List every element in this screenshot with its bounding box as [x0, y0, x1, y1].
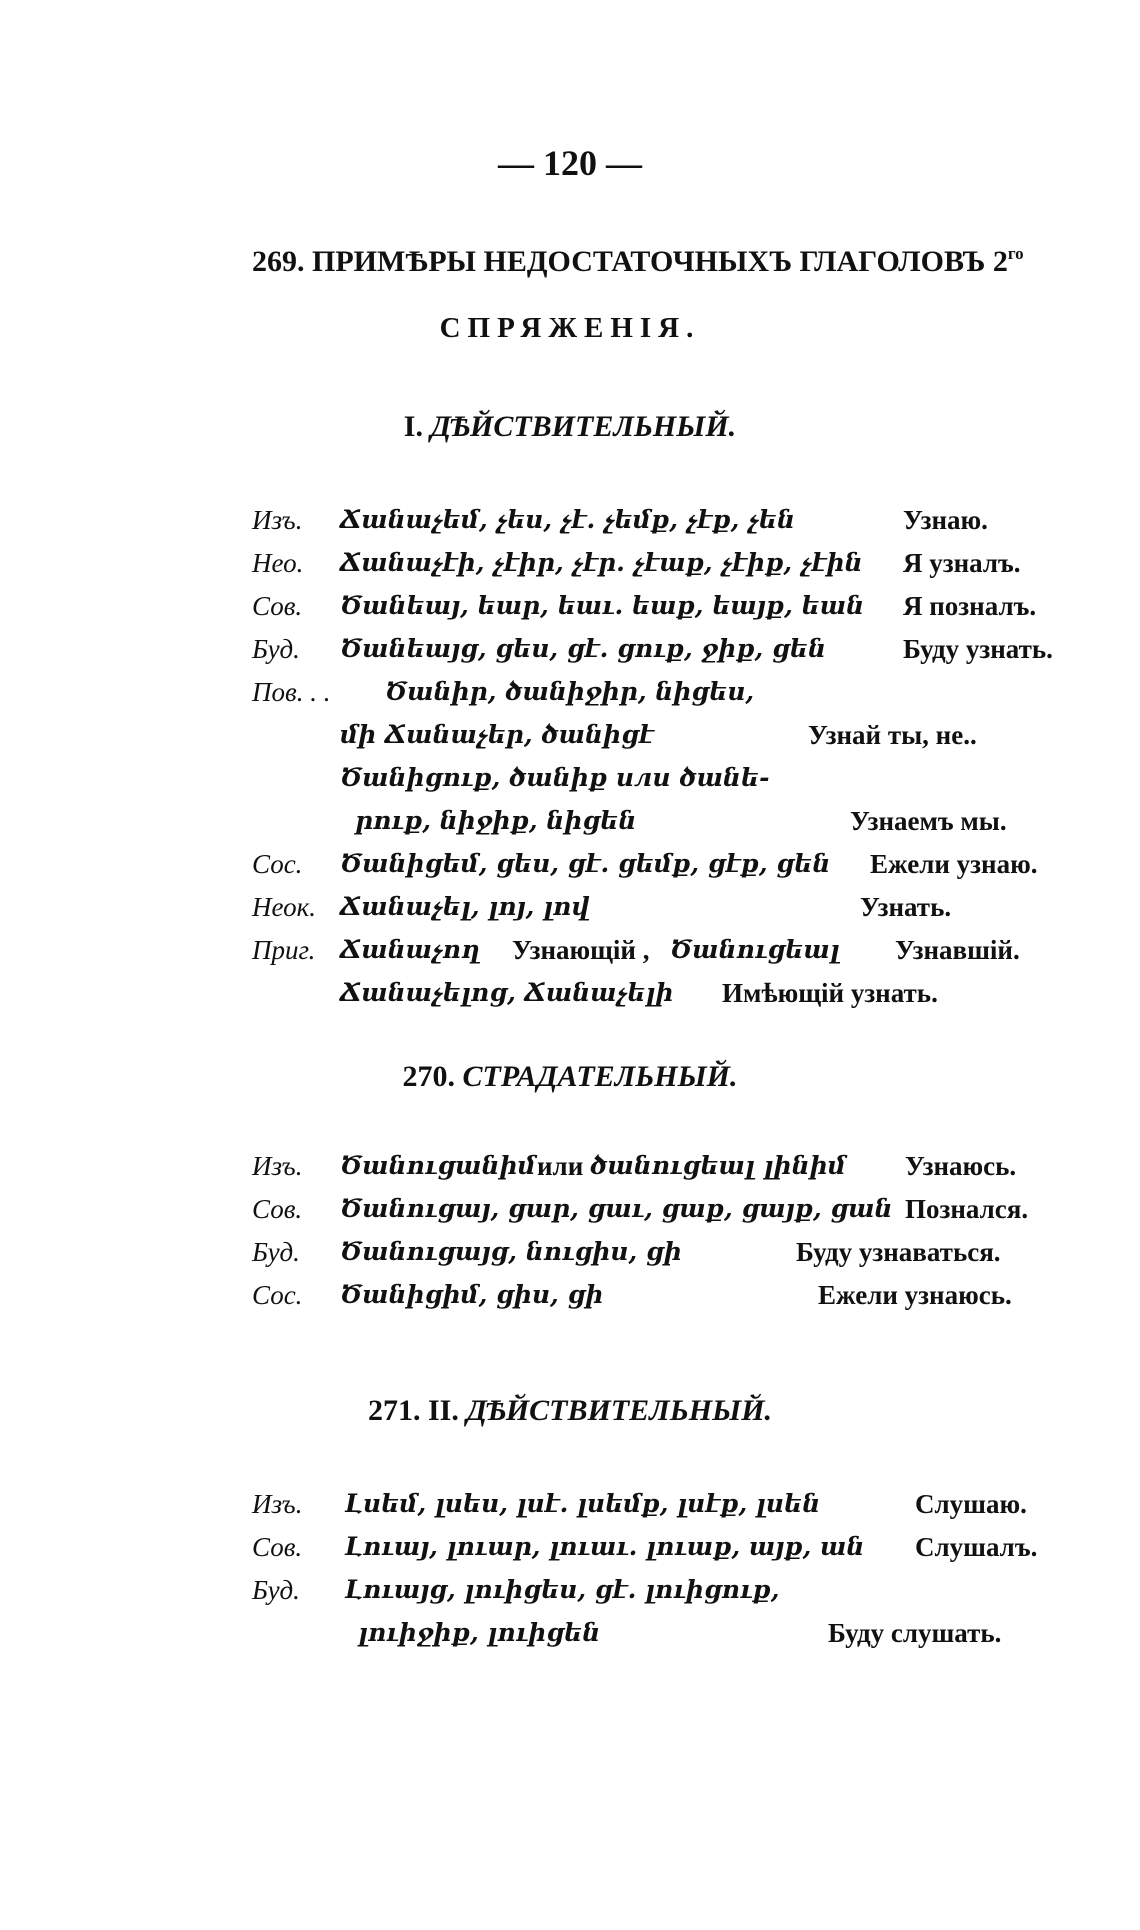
armenian-form: Ծանիցիմ, ցիս, ցի [340, 1280, 604, 1309]
section-heading [252, 244, 1024, 279]
row-label: Нео. [252, 548, 304, 578]
armenian-form: րուք, նիջիք, նիցեն [355, 806, 637, 835]
conjunction: или [537, 1151, 584, 1181]
armenian-form: մի Ճանաչեր, ծանիցէ [340, 720, 654, 749]
row-label: Сос. [252, 1280, 303, 1310]
russian-gloss: Имѣющій узнать. [722, 978, 938, 1008]
section-number: 271. II. [367, 1394, 459, 1427]
paradigm-row [0, 629, 1140, 669]
armenian-form: Լուայց, լուիցես, ցէ. լուիցուք, [345, 1575, 780, 1604]
russian-gloss: Ежели узнаюсь. [818, 1280, 1012, 1310]
paradigm-row [0, 715, 1140, 755]
paradigm-row [0, 500, 1140, 540]
row-label: Сов. [252, 1532, 303, 1562]
paradigm-row [0, 1232, 1140, 1272]
row-label: Сов. [252, 591, 303, 621]
paradigm-row [0, 844, 1140, 884]
armenian-form: Ճանաչելոց, Ճանաչելի [340, 978, 674, 1007]
row-label: Сос. [252, 849, 303, 879]
russian-gloss: Узнающій , [512, 935, 650, 965]
paradigm-row [0, 973, 1140, 1013]
russian-gloss: Слушаю. [915, 1489, 1027, 1519]
heading-superscript: го [1007, 244, 1024, 263]
russian-gloss: Узнаюсь. [905, 1151, 1017, 1181]
russian-gloss: Узнаемъ мы. [850, 806, 1007, 836]
russian-gloss: Буду слушать. [828, 1618, 1002, 1648]
paradigm-row [0, 1527, 1140, 1567]
paradigm-row [0, 801, 1140, 841]
section-title-active-1 [0, 410, 1140, 444]
row-label: Буд. [252, 1575, 300, 1605]
paradigm-row [0, 1570, 1140, 1610]
russian-gloss: Буду узнать. [903, 634, 1053, 664]
armenian-form: Ծանիցեմ, ցես, ցէ. ցեմք, ցէք, ցեն [340, 849, 831, 878]
armenian-form: Ճանաչող [340, 935, 480, 964]
armenian-form: լուիջիք, լուիցեն [358, 1618, 601, 1647]
paradigm-row [0, 887, 1140, 927]
page-number: — 120 — [498, 143, 642, 183]
armenian-form: Ծանուցեալ [670, 935, 840, 964]
armenian-form: Ճանաչեմ, չես, չէ. չեմք, չէք, չեն [340, 505, 795, 534]
russian-gloss: Я позналъ. [903, 591, 1037, 621]
armenian-form: Ծանեայ, եար, եաւ. եաք, եայք, եան [340, 591, 865, 620]
russian-gloss: Я узналъ. [903, 548, 1021, 578]
armenian-form: Ծանուցանիմ [340, 1151, 536, 1180]
russian-gloss: Узнавшій. [895, 935, 1020, 965]
section-number: 270. [402, 1060, 455, 1093]
armenian-form: Լսեմ, լսես, լսէ. լսեմք, լսէք, լսեն [345, 1489, 821, 1518]
row-label: Буд. [252, 634, 300, 664]
russian-gloss: Буду узнаваться. [796, 1237, 1001, 1267]
section-word: СТРАДАТЕЛЬНЫЙ. [462, 1060, 738, 1093]
paradigm-row [0, 1613, 1140, 1653]
paradigm-row [0, 586, 1140, 626]
paradigm-row [0, 758, 1140, 798]
row-label: Буд. [252, 1237, 300, 1267]
paradigm-row [0, 930, 1140, 970]
section-title-passive [0, 1060, 1140, 1094]
row-label: Изъ. [252, 505, 303, 535]
row-label: Изъ. [252, 1489, 303, 1519]
section-number: I. [403, 410, 423, 443]
row-label: Приг. [252, 935, 316, 965]
section-title-active-2 [0, 1394, 1140, 1428]
armenian-form: ծանուցեալ լինիմ [590, 1151, 846, 1180]
armenian-form: Ծանուցայց, նուցիս, ցի [340, 1237, 682, 1266]
paradigm-row [0, 1189, 1140, 1229]
paradigm-row [0, 1484, 1140, 1524]
heading-main: 269. ПРИМѢРЫ НЕДОСТАТОЧНЫХЪ ГЛАГОЛОВЪ 2 [252, 245, 1008, 278]
armenian-form: Ճանաչէի, չէիր, չէր. չէաք, չէիք, չէին [340, 548, 863, 577]
row-label: Пов. . . [252, 677, 331, 707]
russian-gloss: Познался. [905, 1194, 1029, 1224]
row-label: Сов. [252, 1194, 303, 1224]
russian-gloss: Ежели узнаю. [870, 849, 1038, 879]
section-subheading: СПРЯЖЕНІЯ. [439, 312, 701, 344]
paradigm-row [0, 672, 1140, 712]
section-word: ДѢЙСТВИТЕЛЬНЫЙ. [430, 410, 737, 443]
paradigm-row [0, 1146, 1140, 1186]
armenian-form: Ծանիր, ծանիջիր, նիցես, [385, 677, 755, 706]
paradigm-row [0, 543, 1140, 583]
armenian-form: Ծանիցուք, ծանիք или ծանե- [340, 763, 770, 792]
russian-gloss: Узнаю. [903, 505, 988, 535]
row-label: Неок. [252, 892, 317, 922]
russian-gloss: Узнать. [860, 892, 952, 922]
paradigm-row [0, 1275, 1140, 1315]
section-word: ДѢЙСТВИТЕЛЬНЫЙ. [466, 1394, 773, 1427]
armenian-form: Ճանաչել, լոյ, լով [340, 892, 590, 921]
russian-gloss: Слушалъ. [915, 1532, 1038, 1562]
row-label: Изъ. [252, 1151, 303, 1181]
armenian-form: Ծանեայց, ցես, ցէ. ցուք, ջիք, ցեն [340, 634, 826, 663]
armenian-form: Լուայ, լուար, լուաւ. լուաք, այք, ան [345, 1532, 865, 1561]
armenian-form: Ծանուցայ, ցար, ցաւ, ցաք, ցայք, ցան [340, 1194, 893, 1223]
russian-gloss: Узнай ты, не.. [808, 720, 977, 750]
